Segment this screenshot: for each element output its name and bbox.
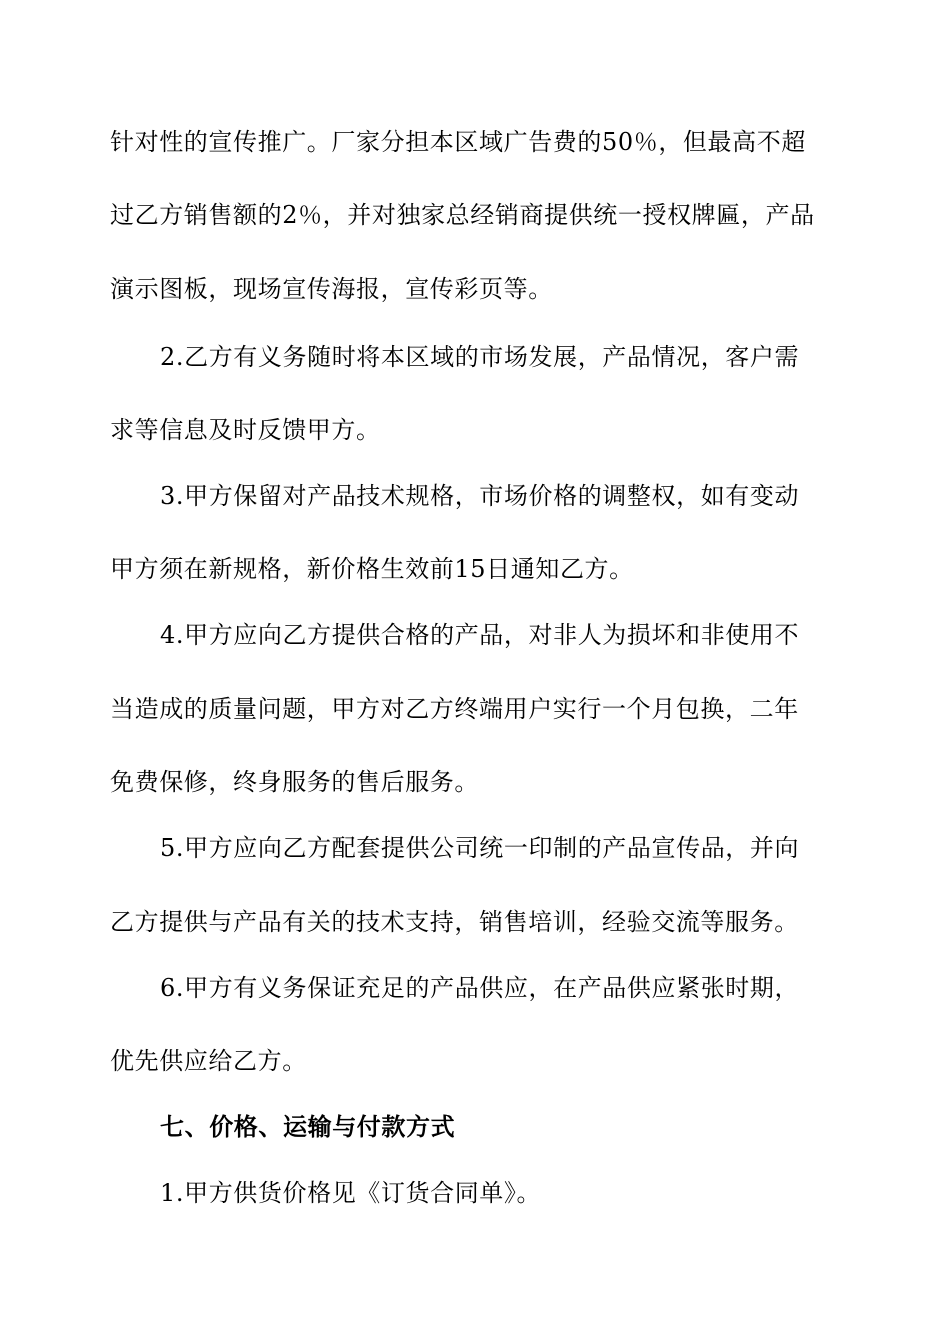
paragraph-line: 乙方提供与产品有关的技术支持，销售培训，经验交流等服务。 (110, 908, 799, 936)
paragraph-line: 6.甲方有义务保证充足的产品供应，在产品供应紧张时期， (160, 974, 800, 1002)
paragraph-line: 过乙方销售额的2％，并对独家总经销商提供统一授权牌匾，产品 (110, 201, 815, 229)
section-heading: 七、价格、运输与付款方式 (160, 1112, 456, 1141)
paragraph-line: 优先供应给乙方。 (110, 1047, 307, 1075)
paragraph-line: 免费保修，终身服务的售后服务。 (110, 768, 479, 796)
paragraph-line: 针对性的宣传推广。厂家分担本区域广告费的50％，但最高不超 (110, 128, 806, 156)
paragraph-line: 3.甲方保留对产品技术规格，市场价格的调整权，如有变动 (160, 482, 800, 510)
paragraph-line: 1.甲方供货价格见《订货合同单》。 (160, 1179, 542, 1207)
paragraph-line: 甲方须在新规格，新价格生效前15日通知乙方。 (110, 555, 634, 583)
paragraph-line: 5.甲方应向乙方配套提供公司统一印制的产品宣传品，并向 (160, 834, 800, 862)
paragraph-line: 当造成的质量问题，甲方对乙方终端用户实行一个月包换，二年 (110, 695, 799, 723)
paragraph-line: 4.甲方应向乙方提供合格的产品，对非人为损坏和非使用不 (160, 621, 800, 649)
paragraph-line: 演示图板，现场宣传海报，宣传彩页等。 (110, 275, 553, 303)
paragraph-line: 求等信息及时反馈甲方。 (110, 416, 381, 444)
paragraph-line: 2.乙方有义务随时将本区域的市场发展，产品情况，客户需 (160, 343, 800, 371)
